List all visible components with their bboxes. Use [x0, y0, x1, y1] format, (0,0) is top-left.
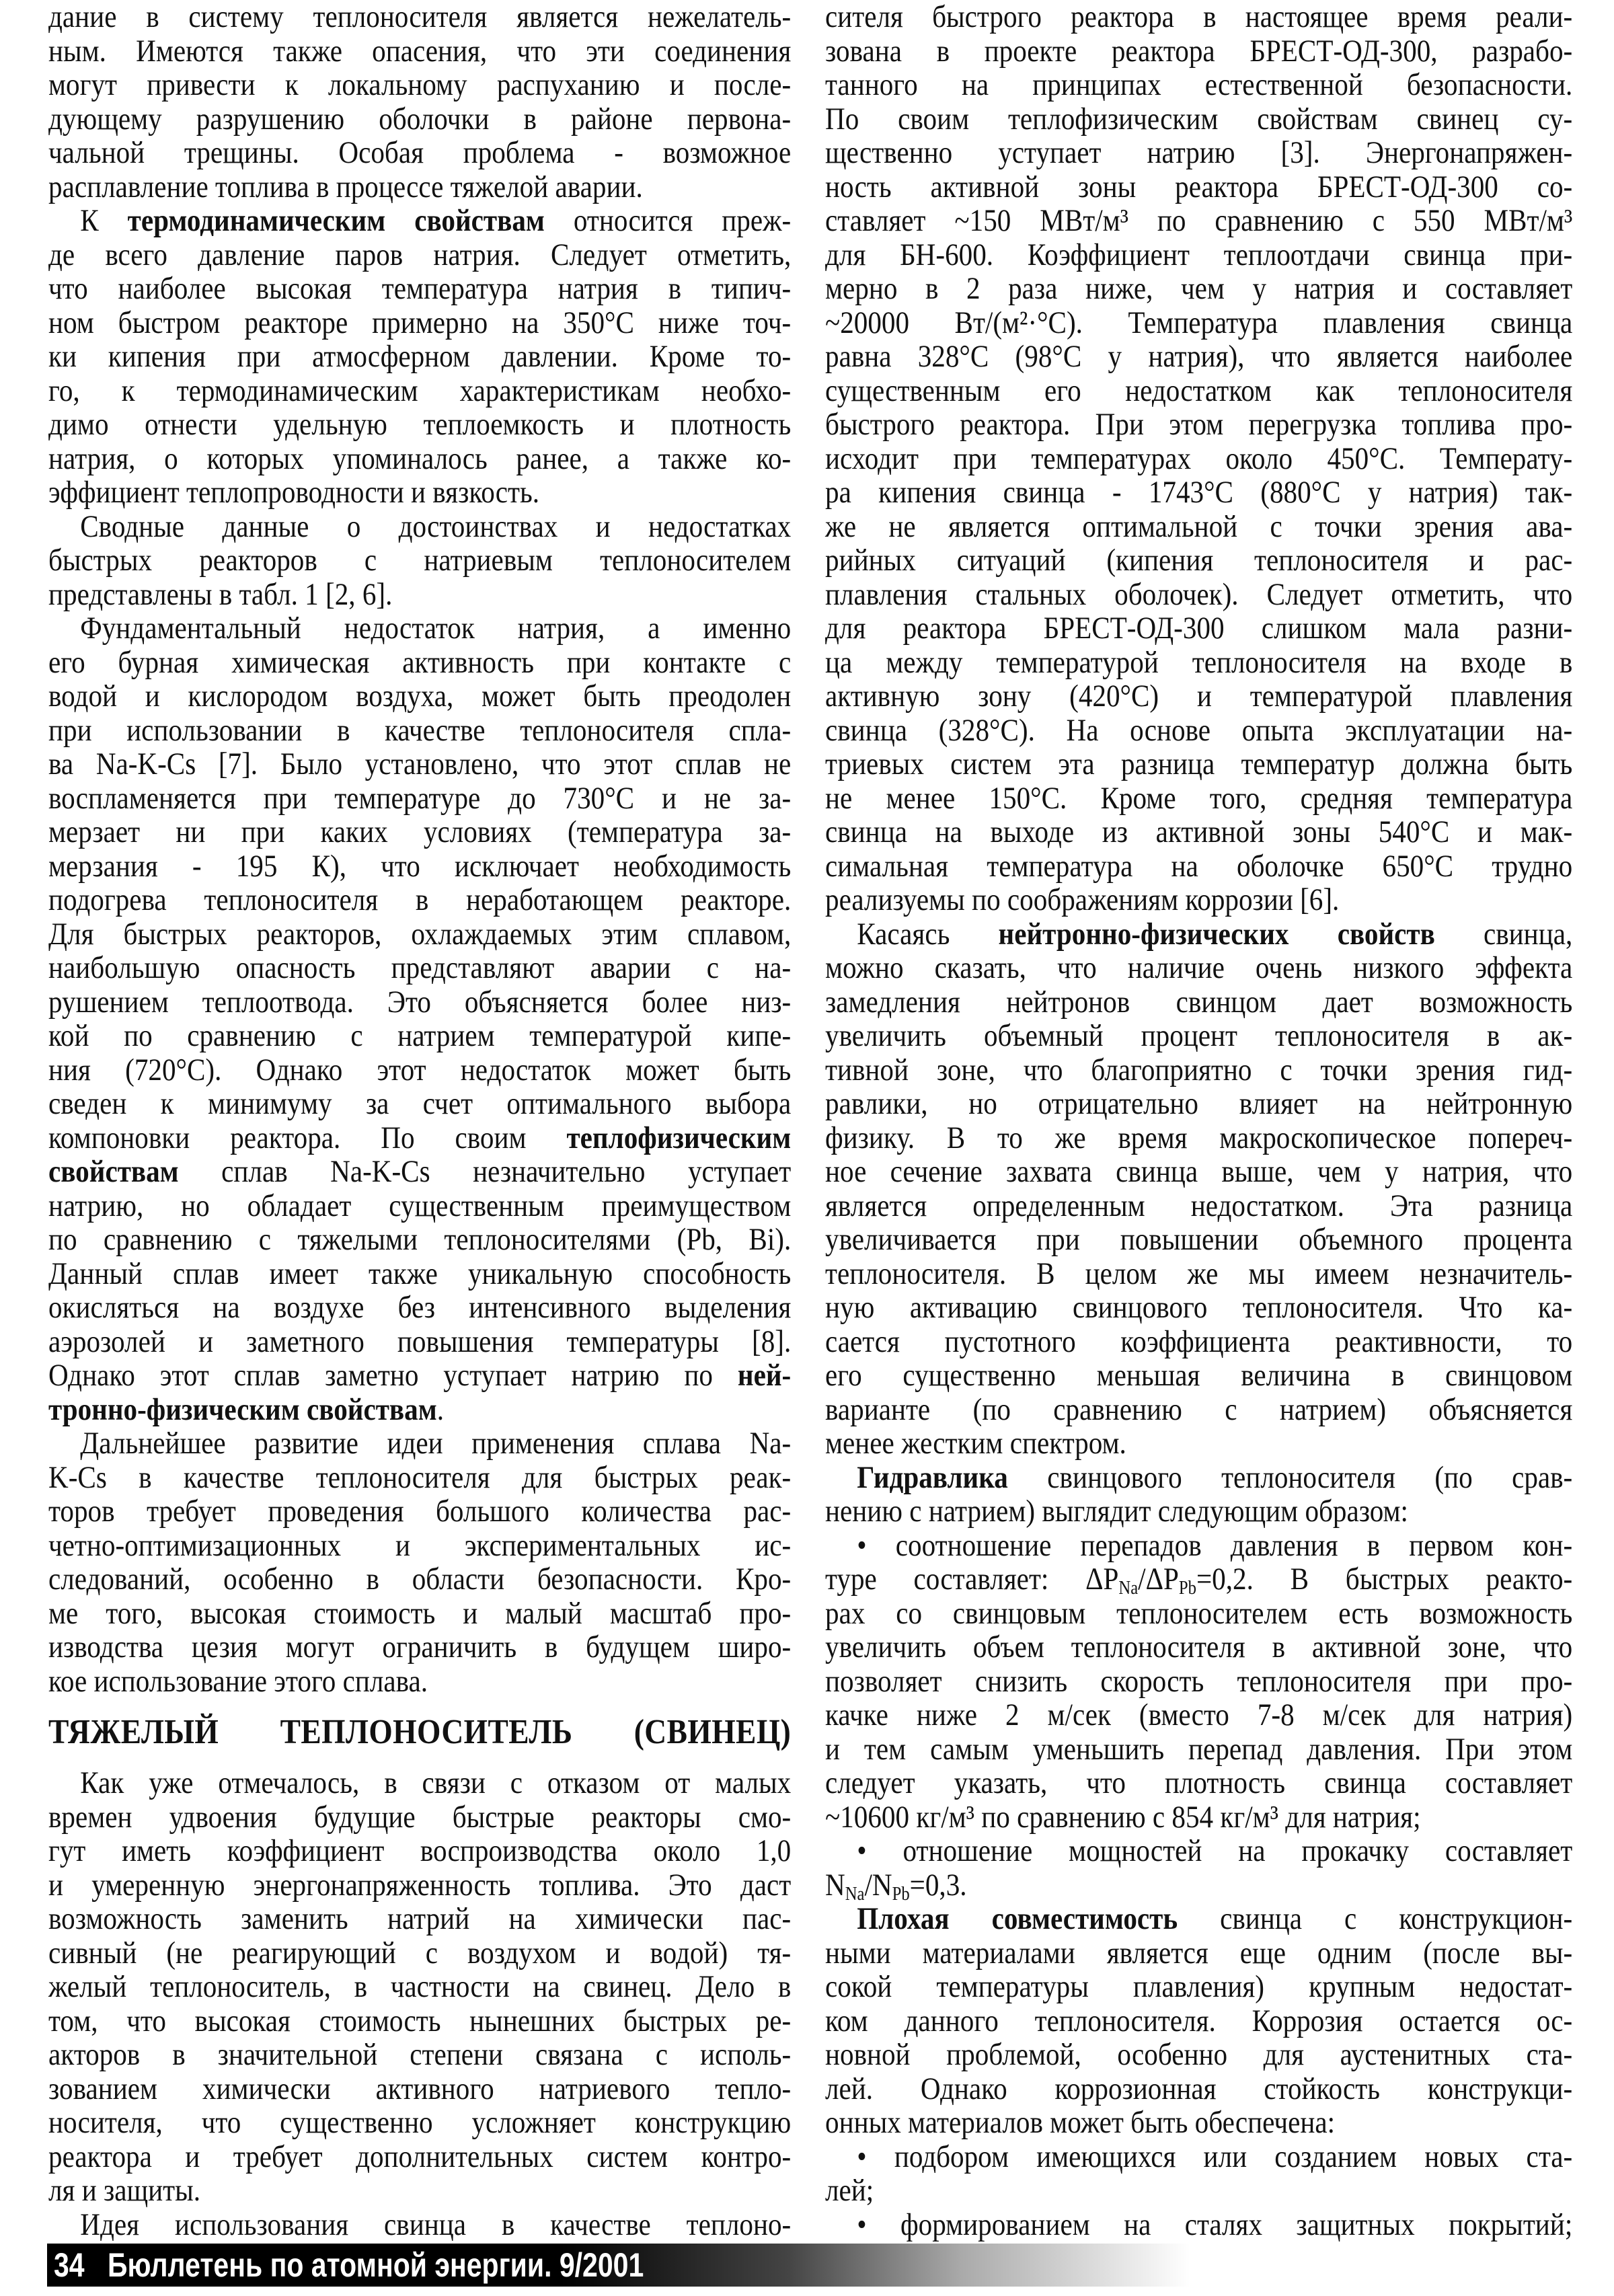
- text-line: мерзания - 195 К), что исключает необходимость: [48, 848, 792, 884]
- text-segment: компоновки реактора. По своим: [48, 1120, 567, 1155]
- text-line: что наиболее высокая температура натрия в типич-: [48, 271, 792, 306]
- text-line: дующему разрушению оболочки в районе первона-: [48, 101, 792, 137]
- text-line: • подбором имеющихся или созданием новых ста-: [857, 2139, 1573, 2174]
- text-line: сивный (не реагирующий с воздухом и водой) тя-: [48, 1935, 792, 1970]
- footer-text: [54, 2246, 644, 2284]
- page-footer: [47, 2244, 1392, 2287]
- text-segment: Однако этот сплав заметно уступает натрию по: [48, 1358, 738, 1393]
- subscript: Pb: [892, 1883, 910, 1905]
- text-line: представлены в табл. 1 [2, 6].: [48, 576, 393, 612]
- text-line: акторов в значительной степени связана с исполь-: [48, 2037, 792, 2072]
- text-line: наибольшую опасность представляют аварии с на-: [48, 950, 792, 985]
- paragraph: [825, 2208, 1572, 2242]
- text-line: • отношение мощностей на прокачку составляет: [857, 1833, 1573, 1868]
- text-line: Как уже отмечалось, в связи с отказом от малых: [80, 1765, 792, 1800]
- page-number: 34: [54, 2246, 85, 2284]
- journal-title: Бюллетень по атомной энергии. 9/2001: [108, 2246, 644, 2284]
- text-line: [825, 1461, 1572, 1495]
- text-segment: N: [825, 1867, 845, 1903]
- text-line: го, к термодинамическим характеристикам необхо-: [48, 373, 792, 408]
- text-line: [825, 1902, 1572, 1936]
- paragraph: [48, 0, 791, 204]
- text-line: лей. Однако коррозионная стойкость конструкци-: [825, 2071, 1573, 2106]
- text-line: следует указать, что плотность свинца составляет: [825, 1765, 1573, 1800]
- text-line: рушением теплоотвода. Это объясняется более низ-: [48, 984, 792, 1020]
- text-line: Дальнейшее развитие идеи применения сплава Na-: [80, 1426, 792, 1461]
- text-line: менее жестким спектром.: [825, 1426, 1126, 1461]
- text-line: ность активной зоны реактора БРЕСТ-ОД-300 со-: [825, 169, 1573, 204]
- text-line: де всего давление паров натрия. Следует отметить,: [48, 237, 792, 272]
- paragraph: [48, 2208, 791, 2242]
- text-line: ными материалами является еще одним (после вы-: [825, 1935, 1573, 1970]
- paragraph: [825, 2140, 1572, 2208]
- text-column-left: [48, 0, 791, 2242]
- text-line: [48, 1393, 791, 1427]
- text-line: ки кипения при атмосферном давлении. Кроме то-: [48, 339, 792, 374]
- text-line: мерно в 2 раза ниже, чем у натрия и составляет: [825, 271, 1573, 306]
- text-line: не менее 150°С. Кроме того, средняя температура: [825, 780, 1573, 816]
- text-line: лей;: [825, 2173, 874, 2208]
- text-line: равлики, но отрицательно влияет на нейтронную: [825, 1086, 1573, 1121]
- text-line: изводства цезия могут ограничить в будущем широ-: [48, 1630, 792, 1664]
- text-line: зованием химически активного натриевого тепло-: [48, 2071, 792, 2106]
- text-line: том, что высокая стоимость нынешних быстрых ре-: [48, 2003, 792, 2038]
- text-line: щественно уступает натрию [3]. Энергонапряжен-: [825, 135, 1573, 170]
- text-line: K-Cs в качестве теплоносителя для быстрых реак-: [48, 1459, 792, 1495]
- text-segment: /ΔP: [1138, 1562, 1179, 1597]
- paragraph: [825, 1833, 1573, 1905]
- text-line: мерзает ни при каких условиях (температура за-: [48, 814, 792, 849]
- text-line: носителя, что существенно усложняет конструкцию: [48, 2105, 792, 2140]
- bold-term: термодинамическим свойствам: [127, 203, 545, 238]
- text-line: эффициент теплопроводности и вязкость.: [48, 475, 540, 510]
- text-line: ва Na-K-Cs [7]. Было установлено, что этот сплав не: [48, 747, 792, 781]
- text-line: воспламеняется при температуре до 730°С и не за-: [48, 780, 792, 816]
- text-line: рах со свинцовым теплоносителем есть возможность: [825, 1595, 1573, 1631]
- text-segment: Касаясь: [857, 916, 999, 952]
- paragraph: [48, 611, 791, 1426]
- paragraph: [825, 1902, 1572, 2140]
- text-line: же не является оптимальной с точки зрения ава-: [825, 508, 1573, 544]
- paragraph: [825, 917, 1572, 1461]
- bold-term: ней-: [737, 1358, 792, 1393]
- text-line: рийных ситуаций (кипения теплоносителя и рас-: [825, 543, 1573, 578]
- text-line: можно сказать, что наличие очень низкого эффекта: [825, 950, 1573, 985]
- text-line: реализуемы по соображениям коррозии [6].: [825, 882, 1340, 917]
- bold-term: тронно-физическим свойствам: [48, 1391, 437, 1427]
- text-line: для БН-600. Коэффициент теплоотдачи свинца при-: [825, 237, 1573, 272]
- paragraph: [825, 1529, 1572, 1835]
- text-line: ставляет ~150 МВт/м³ по сравнению с 550 МВт/м³: [825, 203, 1573, 238]
- subscript: Na: [845, 1883, 865, 1905]
- text-line: ~10600 кг/м³ по сравнению с 854 кг/м³ для натрия;: [825, 1799, 1421, 1835]
- text-line: подогрева теплоносителя в неработающем реакторе.: [48, 882, 792, 917]
- text-line: [48, 1359, 791, 1393]
- text-line: замедления нейтронов свинцом дает возможность: [825, 984, 1573, 1020]
- text-line: симальная температура на оболочке 650°С трудно: [825, 848, 1573, 884]
- subscript: Na: [1118, 1578, 1139, 1599]
- text-line: [825, 1868, 1572, 1903]
- text-line: ца между температурой теплоносителя на входе в: [825, 644, 1573, 680]
- bold-term: Плохая совместимость: [857, 1901, 1178, 1936]
- text-line: увеличить объемный процент теплоносителя в ак-: [825, 1018, 1573, 1053]
- text-line: натрию, но обладает существенным преимуществом: [48, 1188, 792, 1223]
- text-line: кой по сравнению с натрием температурой кипе-: [48, 1018, 792, 1053]
- text-line: торов требует проведения большого количества рас-: [48, 1494, 792, 1529]
- text-line: для реактора БРЕСТ-ОД-300 слишком мала разни-: [825, 611, 1573, 646]
- text-line: ным. Имеются также опасения, что эти соединения: [48, 33, 792, 69]
- text-line: ния (720°С). Однако этот недостаток может быть: [48, 1052, 792, 1087]
- text-line: [825, 917, 1572, 952]
- text-line: возможность заменить натрий на химически пас-: [48, 1901, 792, 1936]
- text-line: физику. В то же время макроскопическое попереч-: [825, 1120, 1573, 1155]
- text-line: [825, 1562, 1572, 1597]
- text-line: • формированием на сталях защитных покрытий;: [857, 2207, 1573, 2242]
- text-line: водой и кислородом воздуха, может быть преодолен: [48, 679, 792, 714]
- text-line: сокой температуры плавления) крупным недостат-: [825, 1969, 1573, 2004]
- text-line: качке ниже 2 м/сек (вместо 7-8 м/сек для натрия): [825, 1697, 1573, 1732]
- text-segment: свинца,: [1434, 916, 1573, 952]
- text-line: Идея использования свинца в качестве теплоно-: [80, 2207, 792, 2242]
- text-line: дание в систему теплоносителя является нежелатель-: [48, 0, 792, 34]
- text-line: равна 328°С (98°С у натрия), что является наиболее: [825, 339, 1573, 374]
- text-segment: .: [436, 1391, 444, 1427]
- text-segment: свинца с конструкцион-: [1178, 1901, 1573, 1936]
- text-line: позволяет снизить скорость теплоносителя при про-: [825, 1663, 1573, 1699]
- text-line: его существенно меньшая величина в свинцовом: [825, 1358, 1573, 1393]
- text-line: гут иметь коэффициент воспроизводства около 1,0: [48, 1833, 792, 1868]
- text-line: ме того, высокая стоимость и малый масштаб про-: [48, 1595, 792, 1631]
- text-column-right: [825, 0, 1572, 2242]
- paragraph: [48, 204, 791, 510]
- text-line: ра кипения свинца - 1743°С (880°С у натрия) так-: [825, 475, 1573, 510]
- text-line: существенным его недостатком как теплоносителя: [825, 373, 1573, 408]
- text-line: желый теплоноситель, в частности на свинец. Дело в: [48, 1969, 792, 2004]
- text-line: окисляться на воздухе без интенсивного выделения: [48, 1290, 792, 1325]
- text-line: варианте (по сравнению с натрием) объясняется: [825, 1391, 1573, 1427]
- paragraph: [48, 1766, 791, 2208]
- text-line: быстрого реактора. При этом перегрузка топлива про-: [825, 407, 1573, 442]
- text-line: свинца на выходе из активной зоны 540°С и мак-: [825, 814, 1573, 849]
- text-line: танного на принципах естественной безопасности.: [825, 67, 1573, 102]
- text-line: и тем самым уменьшить перепад давления. При этом: [825, 1731, 1573, 1767]
- text-line: димо отнести удельную теплоемкость и плотность: [48, 407, 792, 442]
- text-line: [48, 1121, 791, 1155]
- text-line: триевых систем эта разница температур должна быть: [825, 747, 1573, 781]
- text-line: при использовании в качестве теплоносителя спла-: [48, 712, 792, 748]
- text-line: ком данного теплоносителя. Коррозия остается ос-: [825, 2003, 1573, 2038]
- text-line: по сравнению с тяжелыми теплоносителями (Pb, Bi).: [48, 1222, 792, 1257]
- bold-term: теплофизическим: [566, 1120, 792, 1155]
- text-line: нению с натрием) выглядит следующим образом:: [825, 1494, 1408, 1529]
- text-line: сается пустотного коэффициента реактивности, то: [825, 1324, 1573, 1359]
- text-line: четно-оптимизационных и экспериментальных ис-: [48, 1527, 792, 1563]
- text-segment: туре составляет: ΔP: [825, 1562, 1119, 1597]
- text-line: времен удвоения будущие быстрые реакторы смо-: [48, 1799, 792, 1835]
- text-line: теплоносителя. В целом же мы имеем незначитель-: [825, 1256, 1573, 1291]
- text-line: чальной трещины. Особая проблема - возможное: [48, 135, 792, 170]
- text-line: Сводные данные о достоинствах и недостатках: [80, 508, 792, 544]
- paragraph: [825, 1461, 1572, 1529]
- text-line: ля и защиты.: [48, 2173, 201, 2208]
- text-line: реактора и требует дополнительных систем контро-: [48, 2139, 792, 2174]
- paragraph: [48, 510, 791, 612]
- text-line: ном быстром реакторе примерно на 350°С ниже точ-: [48, 305, 792, 340]
- text-line: Для быстрых реакторов, охлаждаемых этим сплавом,: [48, 916, 792, 952]
- subscript: Pb: [1178, 1578, 1196, 1599]
- bold-term: нейтронно-физических свойств: [998, 916, 1435, 952]
- text-line: • соотношение перепадов давления в первом кон-: [857, 1527, 1573, 1563]
- text-line: активную зону (420°С) и температурой плавления: [825, 679, 1573, 714]
- text-line: является определенным недостатком. Эта разница: [825, 1188, 1573, 1223]
- text-line: Данный сплав имеет также уникальную способность: [48, 1256, 792, 1291]
- text-line: исходит при температурах около 450°С. Температу-: [825, 441, 1573, 476]
- text-segment: К: [80, 203, 128, 238]
- text-segment: относится преж-: [544, 203, 792, 238]
- text-line: расплавление топлива в процессе тяжелой аварии.: [48, 169, 643, 204]
- text-line: [48, 1155, 791, 1189]
- text-line: тивной зоне, что благоприятно с точки зрения гид-: [825, 1052, 1573, 1087]
- paragraph: [48, 1426, 791, 1698]
- text-line: Фундаментальный недостаток натрия, а именно: [80, 611, 792, 646]
- text-line: увеличить объем теплоносителя в активной зоне, что: [825, 1630, 1573, 1664]
- text-line: свинца (328°С). На основе опыта эксплуатации на-: [825, 712, 1573, 748]
- text-line: аэрозолей и заметного повышения температуры [8].: [48, 1324, 792, 1359]
- section-heading: ТЯЖЕЛЫЙ ТЕПЛОНОСИТЕЛЬ (СВИНЕЦ): [48, 1713, 792, 1751]
- text-line: натрия, о которых упоминалось ранее, а также ко-: [48, 441, 792, 476]
- text-line: кое использование этого сплава.: [48, 1663, 428, 1699]
- text-line: ное сечение захвата свинца выше, чем у натрия, что: [825, 1154, 1573, 1189]
- bold-term: Гидравлика: [857, 1459, 1008, 1495]
- text-line: следований, особенно в области безопасности. Кро-: [48, 1562, 792, 1597]
- text-segment: =0,2. В быстрых реакто-: [1196, 1562, 1573, 1597]
- text-line: зована в проекте реактора БРЕСТ-ОД-300, разрабо-: [825, 33, 1573, 69]
- text-line: ную активацию свинцового теплоносителя. Что ка-: [825, 1290, 1573, 1325]
- text-line: быстрых реакторов с натриевым теплоносителем: [48, 543, 792, 578]
- text-line: сведен к минимуму за счет оптимального выбора: [48, 1086, 792, 1121]
- text-line: его бурная химическая активность при контакте с: [48, 644, 792, 680]
- text-line: По своим теплофизическим свойствам свинец су-: [825, 101, 1573, 137]
- text-segment: =0,3.: [909, 1867, 967, 1903]
- text-line: и умеренную энергонапряженность топлива. Это даст: [48, 1867, 792, 1903]
- text-line: онных материалов может быть обеспечена:: [825, 2105, 1336, 2140]
- text-line: сителя быстрого реактора в настоящее время реали-: [825, 0, 1573, 34]
- text-line: [48, 204, 791, 238]
- text-line: ~20000 Вт/(м²·°С). Температура плавления свинца: [825, 305, 1573, 340]
- text-line: могут привести к локальному распуханию и после-: [48, 67, 792, 102]
- bold-term: свойствам: [48, 1154, 179, 1189]
- text-line: новной проблемой, особенно для аустенитных ста-: [825, 2037, 1573, 2072]
- text-segment: сплав Na-K-Cs незначительно уступает: [178, 1154, 792, 1189]
- text-segment: свинцового теплоносителя (по срав-: [1007, 1459, 1573, 1495]
- text-line: плавления стальных оболочек). Следует отметить, что: [825, 576, 1573, 612]
- text-line: увеличивается при повышении объемного процента: [825, 1222, 1573, 1257]
- paragraph: [825, 0, 1572, 917]
- text-segment: /N: [864, 1867, 892, 1903]
